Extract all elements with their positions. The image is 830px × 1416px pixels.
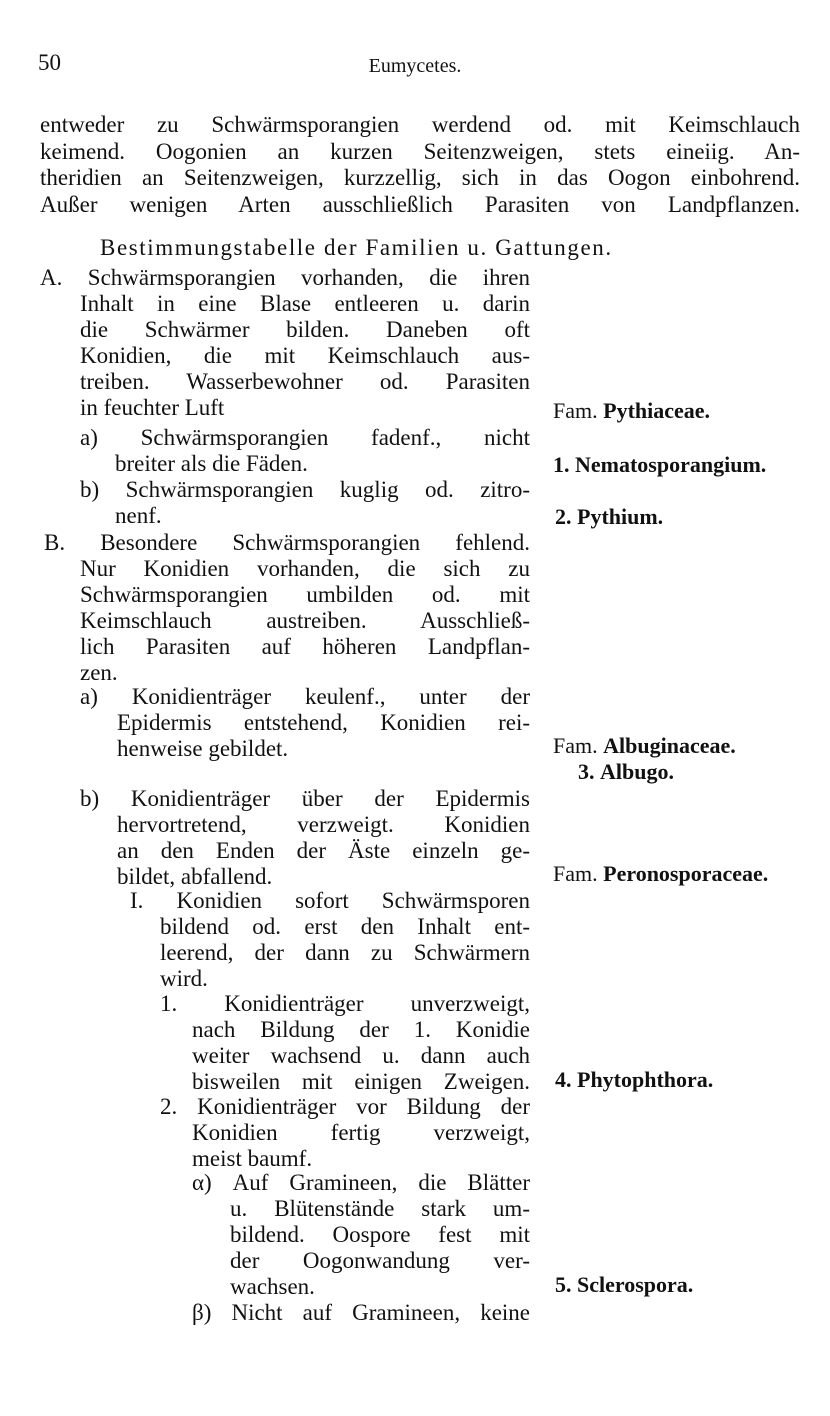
key-line-text: 1. Konidienträger unverzweigt, bbox=[160, 991, 530, 1016]
key-line-text: lich Parasiten auf höheren Landpflan- bbox=[80, 634, 530, 659]
key-line bbox=[115, 503, 162, 529]
key-line-text: Epidermis entstehend, Konidien rei- bbox=[117, 710, 530, 735]
result-prefix: Fam. bbox=[553, 398, 598, 423]
key-line bbox=[80, 556, 530, 582]
key-result bbox=[553, 398, 710, 424]
key-line-text: Schwärmsporangien umbilden od. mit bbox=[80, 582, 530, 607]
key-line bbox=[230, 1222, 530, 1248]
key-result bbox=[553, 452, 766, 478]
key-line bbox=[192, 1069, 530, 1095]
key-line-text: weiter wachsend u. dann auch bbox=[192, 1043, 530, 1068]
key-line bbox=[40, 265, 530, 291]
key-line bbox=[80, 684, 530, 710]
intro-line: keimend. Oogonien an kurzen Seitenzweigen, stets eineiig. An- bbox=[40, 138, 800, 164]
key-line-text: α) Auf Gramineen, die Blätter bbox=[192, 1170, 530, 1195]
key-line-text: bildet, abfallend. bbox=[117, 864, 273, 889]
key-line-text: bisweilen mit einigen Zweigen. bbox=[192, 1069, 530, 1094]
key-line-text: β) Nicht auf Gramineen, keine bbox=[192, 1300, 530, 1325]
intro-line: entweder zu Schwärmsporangien werdend od. mit Keimschlauch bbox=[40, 112, 800, 137]
key-line bbox=[80, 425, 530, 451]
key-line-text: a) Schwärmsporangien fadenf., nicht bbox=[80, 425, 530, 450]
result-name: Albuginaceae. bbox=[603, 733, 736, 758]
key-line bbox=[192, 1017, 530, 1043]
key-line-text: Keimschlauch austreiben. Ausschließ- bbox=[80, 608, 530, 633]
key-line bbox=[80, 317, 530, 343]
result-name: Albugo. bbox=[600, 759, 674, 784]
result-name: Sclerospora. bbox=[577, 1272, 694, 1297]
key-line-text: Inhalt in eine Blase entleeren u. darin bbox=[80, 291, 530, 316]
key-result bbox=[555, 1067, 713, 1093]
key-line bbox=[117, 710, 530, 736]
result-prefix: 1. bbox=[553, 452, 570, 477]
key-line bbox=[192, 1170, 530, 1196]
key-line-text: bildend od. erst den Inhalt ent- bbox=[160, 914, 530, 939]
key-line bbox=[115, 451, 308, 477]
key-line-text: Konidien fertig verzweigt, bbox=[192, 1120, 530, 1145]
key-line bbox=[192, 1043, 530, 1069]
key-line bbox=[130, 888, 530, 914]
key-line bbox=[230, 1196, 530, 1222]
key-line-text: a) Konidienträger keulenf., unter der bbox=[80, 684, 530, 709]
key-line-text: an den Enden der Äste einzeln ge- bbox=[117, 838, 530, 863]
key-result bbox=[555, 1272, 693, 1298]
key-line bbox=[80, 582, 530, 608]
key-line-text: nenf. bbox=[115, 503, 162, 528]
key-line-text: henweise gebildet. bbox=[117, 736, 289, 761]
key-line-text: zen. bbox=[80, 660, 118, 685]
key-line-text: hervortretend, verzweigt. Konidien bbox=[117, 812, 530, 837]
key-line-text: bildend. Oospore fest mit bbox=[230, 1222, 530, 1247]
key-line bbox=[80, 343, 530, 369]
key-line bbox=[80, 395, 224, 421]
key-line bbox=[230, 1274, 315, 1300]
key-result bbox=[555, 504, 663, 530]
key-line bbox=[160, 966, 208, 992]
key-line bbox=[117, 736, 288, 762]
key-line bbox=[192, 1120, 530, 1146]
key-line-text: meist baumf. bbox=[192, 1146, 313, 1171]
key-line-text: I. Konidien sofort Schwärmsporen bbox=[130, 888, 530, 913]
intro-line: Außer wenigen Arten ausschließlich Parasiten von Landpflanzen. bbox=[40, 191, 800, 217]
key-line-text: breiter als die Fäden. bbox=[115, 451, 308, 476]
key-line bbox=[117, 812, 530, 838]
key-line bbox=[44, 530, 530, 556]
key-line-text: A. Schwärmsporangien vorhanden, die ihren bbox=[40, 265, 530, 290]
key-result bbox=[578, 759, 674, 785]
key-line-text: treiben. Wasserbewohner od. Parasiten bbox=[80, 369, 530, 394]
key-line-text: Nur Konidien vorhanden, die sich zu bbox=[80, 556, 530, 581]
key-line bbox=[117, 864, 272, 890]
key-line-text: 2. Konidienträger vor Bildung der bbox=[160, 1094, 530, 1119]
result-prefix: 5. bbox=[555, 1272, 572, 1297]
running-head: Eumycetes. bbox=[368, 55, 462, 77]
key-line bbox=[80, 477, 530, 503]
key-line bbox=[230, 1248, 530, 1274]
key-result bbox=[553, 733, 736, 759]
key-line bbox=[192, 1300, 530, 1326]
key-line-text: wachsen. bbox=[230, 1274, 315, 1299]
key-line-text: b) Schwärmsporangien kuglig od. zitro- bbox=[80, 477, 530, 502]
key-line-text: Konidien, die mit Keimschlauch aus- bbox=[80, 343, 530, 368]
key-line bbox=[80, 608, 530, 634]
result-name: Pythium. bbox=[577, 504, 664, 529]
key-line-text: b) Konidienträger über der Epidermis bbox=[80, 786, 530, 811]
key-line-text: leerend, der dann zu Schwärmern bbox=[160, 940, 530, 965]
result-name: Nematosporangium. bbox=[575, 452, 767, 477]
result-name: Pythiaceae. bbox=[603, 398, 711, 423]
key-line bbox=[117, 838, 530, 864]
key-line-text: u. Blütenstände stark um- bbox=[230, 1196, 530, 1221]
key-line bbox=[80, 369, 530, 395]
key-line-text: der Oogonwandung ver- bbox=[230, 1248, 530, 1273]
result-prefix: 4. bbox=[555, 1067, 572, 1092]
key-line bbox=[160, 1094, 530, 1120]
result-prefix: 2. bbox=[555, 504, 572, 529]
key-line bbox=[80, 291, 530, 317]
result-prefix: Fam. bbox=[553, 733, 598, 758]
key-line bbox=[80, 634, 530, 660]
result-name: Peronosporaceae. bbox=[603, 861, 769, 886]
page-number: 50 bbox=[38, 50, 61, 75]
intro-paragraph bbox=[40, 112, 800, 218]
key-line bbox=[192, 1146, 312, 1172]
key-line-text: wird. bbox=[160, 966, 208, 991]
key-line bbox=[160, 940, 530, 966]
result-prefix: 3. bbox=[578, 759, 595, 784]
result-name: Phytophthora. bbox=[577, 1067, 714, 1092]
intro-line: theridien an Seitenzweigen, kurzzellig, sich in das Oogon einbohrend. bbox=[40, 165, 800, 190]
key-line bbox=[80, 660, 118, 686]
section-title: Bestimmungstabelle der Familien u. Gattungen. bbox=[100, 235, 613, 260]
key-line-text: die Schwärmer bilden. Daneben oft bbox=[80, 317, 530, 342]
key-line bbox=[160, 914, 530, 940]
key-line-text: nach Bildung der 1. Konidie bbox=[192, 1017, 530, 1042]
key-result bbox=[553, 861, 768, 887]
key-line bbox=[160, 991, 530, 1017]
key-line-text: B. Besondere Schwärmsporangien fehlend. bbox=[44, 530, 530, 555]
key-line bbox=[80, 786, 530, 812]
result-prefix: Fam. bbox=[553, 861, 598, 886]
key-line-text: in feuchter Luft bbox=[80, 395, 225, 420]
